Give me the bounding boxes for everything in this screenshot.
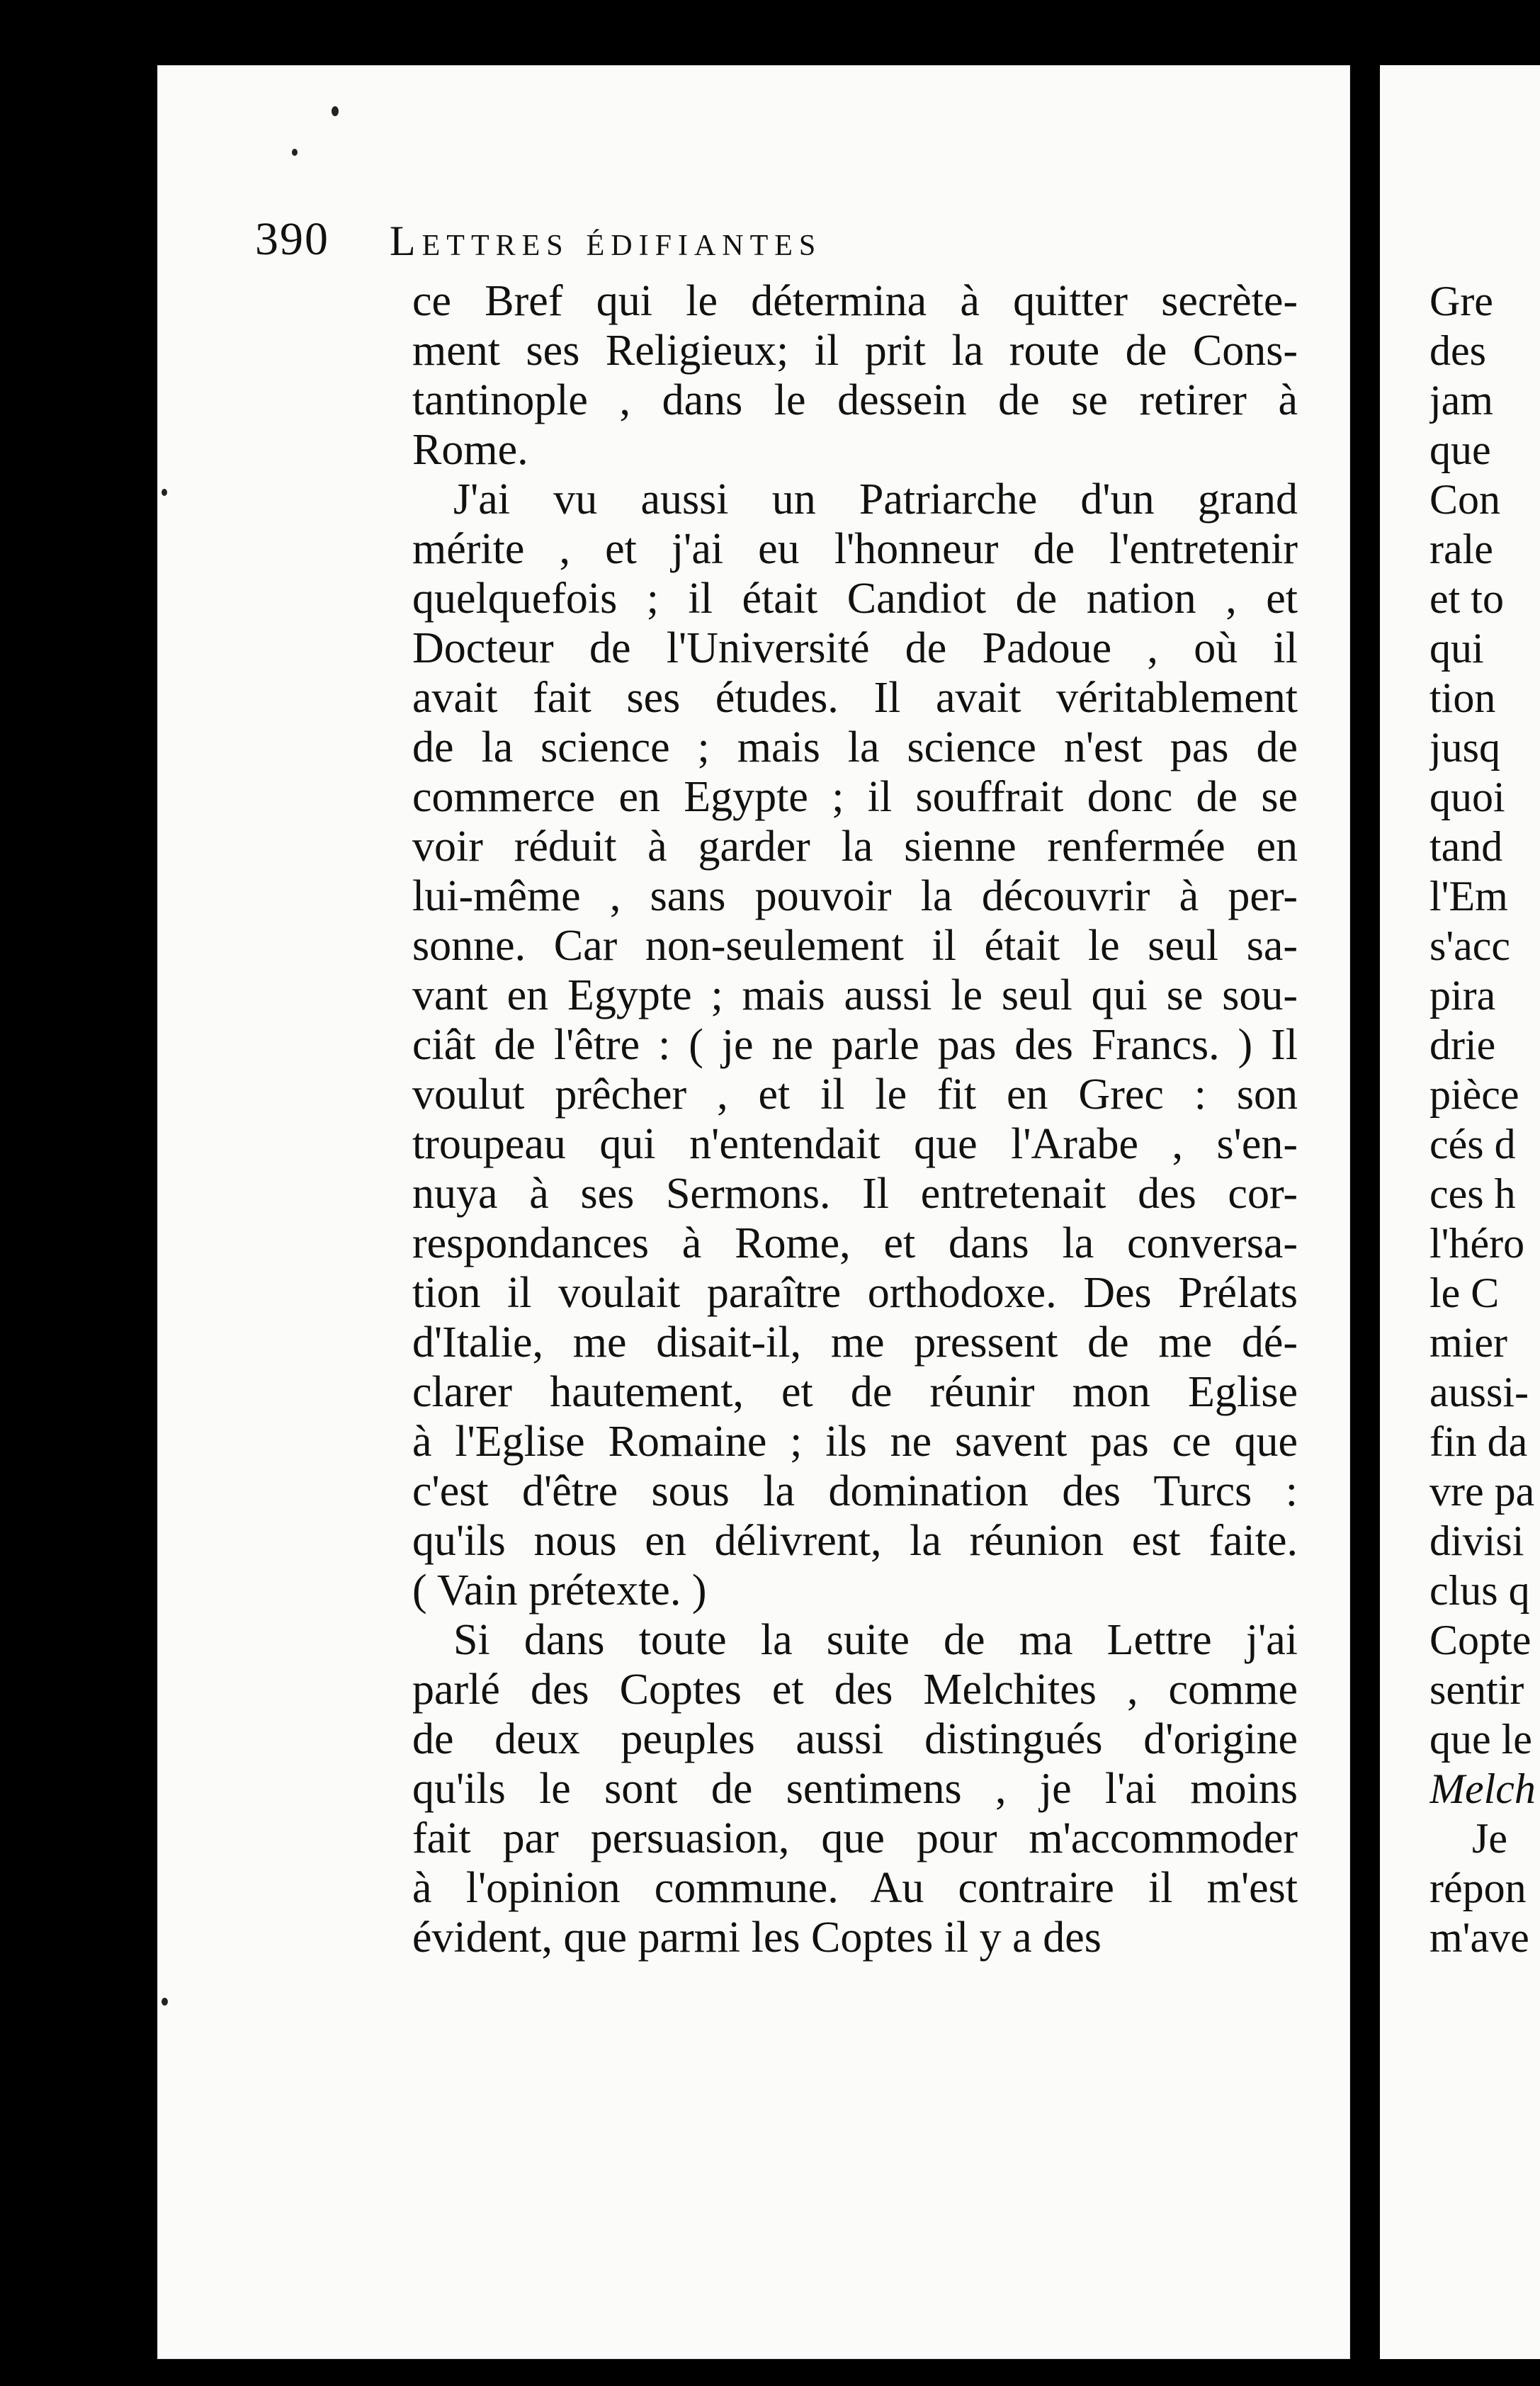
facing-line-fragment: des (1429, 327, 1486, 374)
facing-line-fragment: le C (1429, 1270, 1500, 1316)
facing-line-fragment: rale (1429, 526, 1493, 572)
text-line: voir réduit à garder la sienne renfermée en (412, 822, 1298, 871)
text-line: mérite , et j'ai eu l'honneur de l'entretenir (412, 525, 1298, 573)
facing-line-fragment: fin da (1429, 1418, 1528, 1465)
text-line: voulut prêcher , et il le fit en Grec : son (412, 1070, 1298, 1119)
text-line: lui-même , sans pouvoir la découvrir à per- (412, 872, 1298, 920)
text-line: de deux peuples aussi distingués d'origine (412, 1715, 1298, 1763)
text-line: Si dans toute la suite de ma Lettre j'ai (453, 1616, 1298, 1664)
facing-line-fragment: cés d (1429, 1121, 1516, 1167)
text-line: à l'opinion commune. Au contraire il m'est (412, 1864, 1298, 1912)
ink-speck (162, 1998, 168, 2006)
facing-line-fragment: drie (1429, 1022, 1496, 1068)
facing-line-fragment: Je (1472, 1815, 1507, 1862)
text-line: tantinople , dans le dessein de se retirer à (412, 376, 1298, 424)
facing-line-fragment: pira (1429, 972, 1496, 1019)
page-number: 390 (255, 213, 329, 265)
ink-speck (162, 489, 167, 496)
facing-line-fragment: répon (1429, 1865, 1527, 1911)
page-header (255, 213, 1140, 276)
facing-line-fragment: que (1429, 426, 1491, 473)
facing-line-fragment: tion (1429, 674, 1496, 721)
facing-line-fragment: ces h (1429, 1170, 1516, 1217)
text-line: clarer hautement, et de réunir mon Eglise (412, 1368, 1298, 1416)
text-line: évident, que parmi les Coptes il y a des (412, 1913, 1102, 1962)
text-line: de la science ; mais la science n'est pas de (412, 723, 1298, 771)
text-line: tion il voulait paraître orthodoxe. Des Prélats (412, 1269, 1298, 1317)
facing-line-fragment: Gre (1429, 278, 1493, 324)
facing-line-fragment: que le (1429, 1716, 1532, 1763)
text-line: ment ses Religieux; il prit la route de Cons- (412, 327, 1298, 375)
text-line: d'Italie, me disait-il, me pressent de me dé- (412, 1318, 1298, 1367)
facing-line-fragment: divisi (1429, 1517, 1524, 1564)
text-line: avait fait ses études. Il avait véritablement (412, 674, 1298, 722)
facing-line-fragment: mier (1429, 1319, 1507, 1366)
facing-line-fragment: m'ave (1429, 1914, 1529, 1961)
facing-line-fragment: Con (1429, 476, 1501, 523)
text-line: nuya à ses Sermons. Il entretenait des cor- (412, 1170, 1298, 1218)
facing-line-fragment: clus q (1429, 1567, 1530, 1614)
text-line: c'est d'être sous la domination des Turcs : (412, 1467, 1298, 1515)
facing-line-fragment: Melch (1429, 1765, 1536, 1812)
text-line: Rome. (412, 426, 528, 474)
facing-line-fragment: qui (1429, 625, 1484, 672)
text-line: J'ai vu aussi un Patriarche d'un grand (453, 475, 1298, 524)
facing-line-fragment: jusq (1429, 724, 1501, 771)
facing-line-fragment: pièce (1429, 1071, 1519, 1118)
ink-speck (332, 106, 339, 116)
facing-line-fragment: aussi- (1429, 1369, 1529, 1415)
facing-line-fragment: l'héro (1429, 1220, 1525, 1267)
facing-line-fragment: l'Em (1429, 873, 1508, 920)
text-line: ce Bref qui le détermina à quitter secrète- (412, 277, 1298, 325)
text-line: qu'ils le sont de sentimens , je l'ai moins (412, 1765, 1298, 1813)
facing-line-fragment: sentir (1429, 1666, 1524, 1713)
facing-line-fragment: jam (1429, 377, 1493, 424)
text-line: quelquefois ; il était Candiot de nation , et (412, 575, 1298, 623)
text-line: commerce en Egypte ; il souffrait donc de se (412, 773, 1298, 821)
text-line: parlé des Coptes et des Melchites , comme (412, 1666, 1298, 1714)
facing-line-fragment: quoi (1429, 774, 1505, 820)
text-line: qu'ils nous en délivrent, la réunion est faite. (412, 1517, 1298, 1565)
facing-line-fragment: Copte (1429, 1617, 1531, 1663)
text-line: Docteur de l'Université de Padoue , où il (412, 624, 1298, 672)
text-line: fait par persuasion, que pour m'accommoder (412, 1814, 1298, 1862)
facing-line-fragment: et to (1429, 575, 1504, 622)
text-line: ciât de l'être : ( je ne parle pas des Francs. ) Il (412, 1021, 1298, 1069)
text-line: respondances à Rome, et dans la conversa- (412, 1219, 1298, 1267)
text-line: ( Vain prétexte. ) (412, 1566, 707, 1615)
text-line: troupeau qui n'entendait que l'Arabe , s'en- (412, 1120, 1298, 1168)
running-head: Lettres édifiantes (390, 217, 822, 264)
text-line: sonne. Car non-seulement il était le seul sa- (412, 922, 1298, 970)
ink-speck (292, 149, 298, 156)
text-line: vant en Egypte ; mais aussi le seul qui se sou- (412, 971, 1298, 1019)
text-line: à l'Eglise Romaine ; ils ne savent pas ce que (412, 1418, 1298, 1466)
facing-line-fragment: vre pa (1429, 1468, 1535, 1515)
facing-line-fragment: s'acc (1429, 922, 1511, 969)
facing-line-fragment: tand (1429, 823, 1503, 870)
